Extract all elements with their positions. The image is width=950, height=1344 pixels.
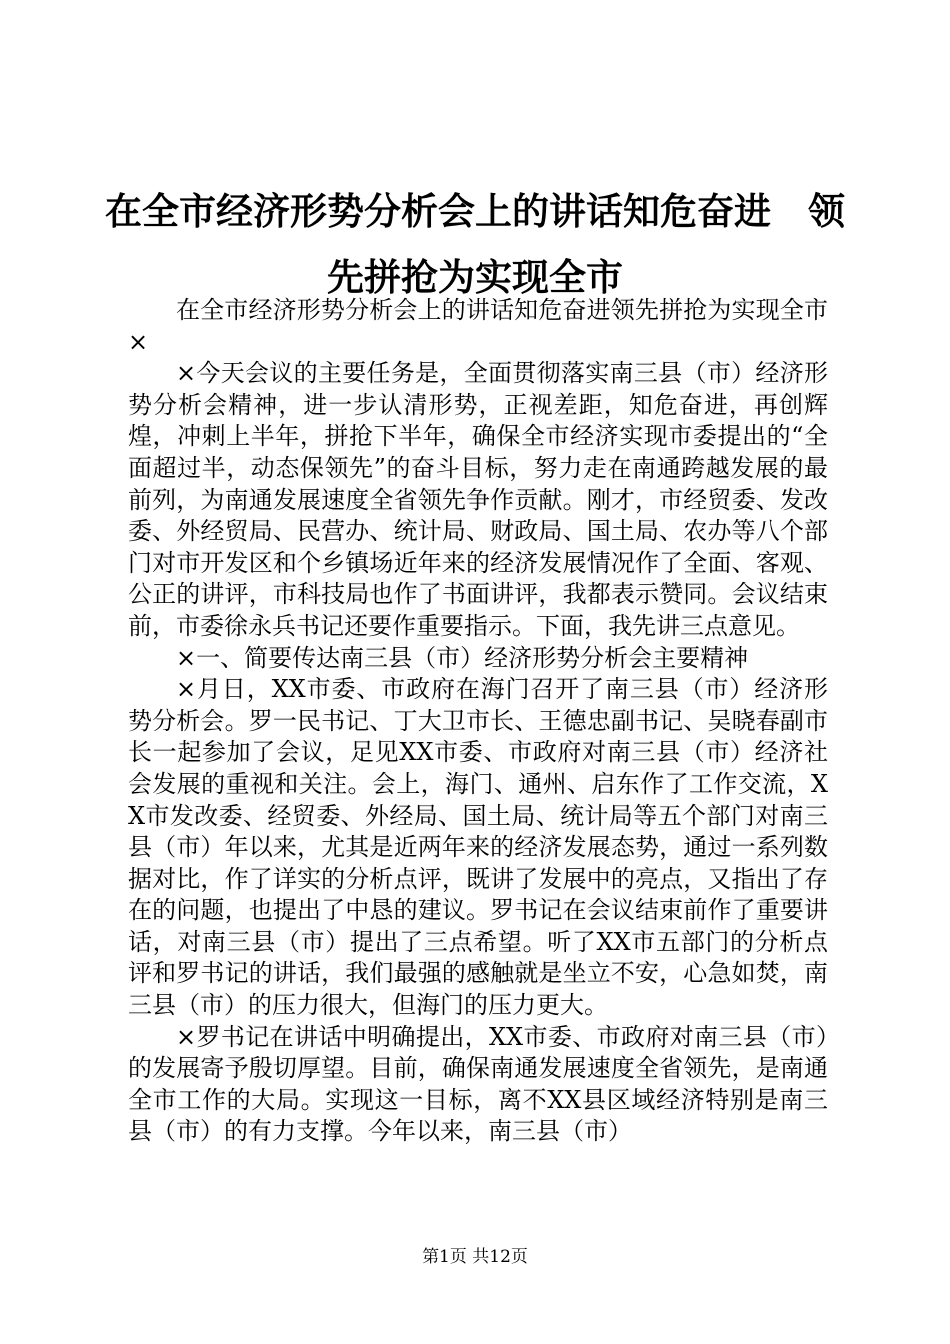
title-line-1: 在全市经济形势分析会上的讲话知危奋进 领 [105,189,845,233]
paragraph-opening: ×今天会议的主要任务是，全面贯彻落实南三县（市）经济形势分析会精神，进一步认清形势，正视差距，知危奋进，再创辉煌，冲刺上半年，拼抢下半年，确保全市经济实现市委提出的“全面超过半，动态保领先”的奋斗目标，努力走在南通跨越发展的最前列，为南通发展速度全省领先争作贡献。刚才，市经贸委、发改委、外经贸局、民营办、统计局、财政局、国土局、农办等八个部门对市开发区和个乡镇场近年来的经济发展情况作了全面、客观、公正的讲评，市科技局也作了书面讲评，我都表示赞同。会议结束前，市委徐永兵书记还要作重要指示。下面，我先讲三点意见。 [128,359,828,640]
title-line-2: 先拼抢为实现全市 [327,255,623,299]
paragraph-speech: ×罗书记在讲话中明确提出，XX市委、市政府对南三县（市）的发展寄予殷切厚望。目前，确保南通发展速度全省领先，是南通全市工作的大局。实现这一目标，离不XX县区域经济特别是南三县（市）的有力支撑。今年以来，南三县（市） [128,1022,828,1146]
document-title [80,178,870,310]
document-body [128,295,828,1148]
paragraph-intro: 在全市经济形势分析会上的讲话知危奋进领先拼抢为实现全市× [128,296,828,356]
paragraph-meeting: ×月日，XX市委、市政府在海门召开了南三县（市）经济形势分析会。罗一民书记、丁大卫市长、王德忠副书记、吴晓春副市长一起参加了会议，足见XX市委、市政府对南三县（市）经济社会发展的重视和关注。会上，海门、通州、启东作了工作交流，XX市发改委、经贸委、外经局、国土局、统计局等五个部门对南三县（市）年以来，尤其是近两年来的经济发展态势，通过一系列数据对比，作了详实的分析点评，既讲了发展中的亮点，又指出了存在的问题，也提出了中恳的建议。罗书记在会议结束前作了重要讲话，对南三县（市）提出了三点希望。听了XX市五部门的分析点评和罗书记的讲话，我们最强的感触就是坐立不安，心急如焚，南三县（市）的压力很大，但海门的压力更大。 [128,675,828,1020]
page-number-footer: 第1页 共12页 [422,1247,528,1267]
section-heading-1: ×一、简要传达南三县（市）经济形势分析会主要精神 [176,643,749,672]
